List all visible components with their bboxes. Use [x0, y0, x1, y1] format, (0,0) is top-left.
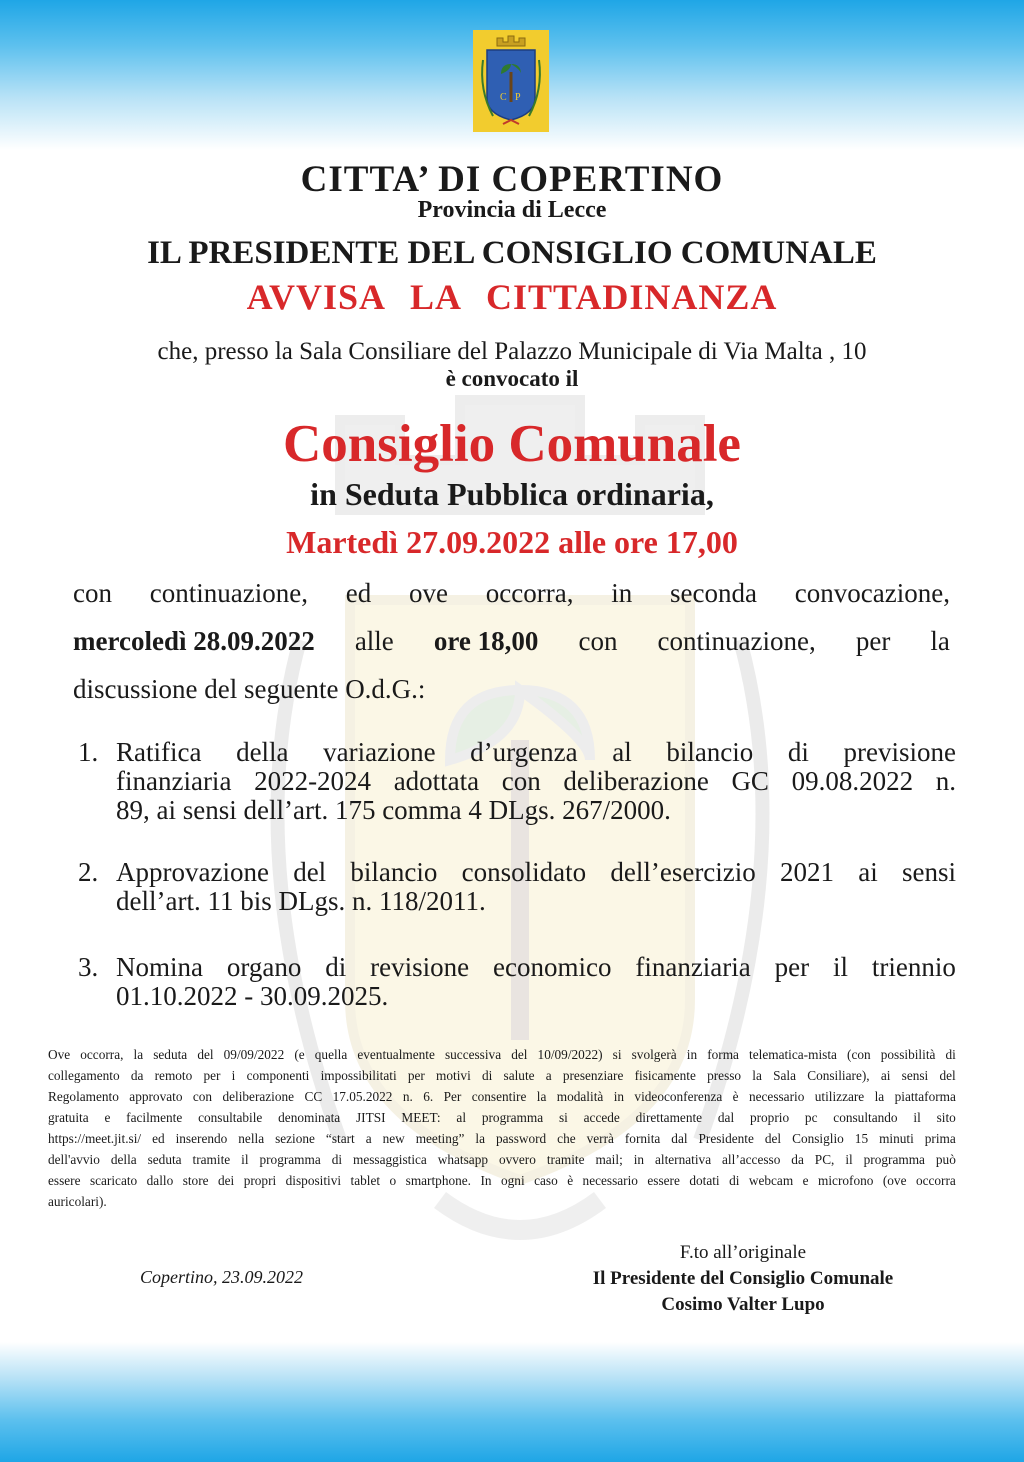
- place-date: Copertino, 23.09.2022: [140, 1267, 304, 1287]
- president-heading: IL PRESIDENTE DEL CONSIGLIO COMUNALE: [147, 235, 877, 271]
- agenda-item-line: Ratifica della variazione d’urgenza al bilancio di previsione: [116, 737, 956, 767]
- note-line: essere scaricato dallo store dei propri dispositivi tablet o smartphone. In ogni caso è necessario essere dotati di webcam e microfono (ove occorra: [48, 1173, 956, 1188]
- note-line: Ove occorra, la seduta del 09/09/2022 (e quella eventualmente successiva del 10/09/2022) si svolgerà in forma telematica-mista (con possibilità di: [48, 1047, 956, 1062]
- continuation-line-2-word: con: [578, 626, 618, 656]
- continuation-line-1-word: convocazione,: [794, 578, 950, 608]
- note-line: gratuita e facilmente consultabile denominata JITSI MEET: al programma si accede direttamente dal proprio pc consultando il sito: [48, 1110, 956, 1125]
- signed-original: F.to all’originale: [679, 1242, 807, 1263]
- note-line: auricolari).: [48, 1194, 107, 1209]
- signer-role: Il Presidente del Consiglio Comunale: [592, 1268, 894, 1289]
- continuation-line-2-word: continuazione,: [657, 626, 816, 656]
- agenda-item-line: dell’art. 11 bis DLgs. n. 118/2011.: [116, 886, 486, 916]
- agenda-item-number: 2.: [78, 857, 99, 887]
- province-subtitle: Provincia di Lecce: [417, 197, 607, 223]
- notice-heading: AVVISA LA CITTADINANZA: [246, 277, 778, 317]
- videoconference-note: [48, 1044, 956, 1212]
- session-type: in Seduta Pubblica ordinaria,: [310, 476, 714, 512]
- convened-text: è convocato il: [445, 366, 579, 391]
- agenda-item-line: 01.10.2022 - 30.09.2025.: [116, 981, 389, 1011]
- note-line: collegamento da remoto per i componenti impossibilitati per motivi di salute a presenziare fisicamente presso la Sala Consiliare), ai sensi del: [48, 1068, 956, 1083]
- continuation-line-1-word: ed: [345, 578, 372, 608]
- continuation-paragraph: [73, 569, 950, 713]
- meeting-date-time: Martedì 27.09.2022 alle ore 17,00: [286, 524, 738, 560]
- second-time: ore 18,00: [433, 626, 539, 656]
- continuation-line-3: discussione del seguente O.d.G.:: [73, 674, 426, 704]
- continuation-line-2-word: per: [855, 626, 891, 656]
- agenda-item-line: Nomina organo di revisione economico finanziaria per il triennio: [116, 952, 956, 982]
- continuation-line-1-word: continuazione,: [149, 578, 308, 608]
- agenda-item-number: 3.: [78, 952, 99, 982]
- word-alle: alle: [354, 626, 394, 656]
- location-text: che, presso la Sala Consiliare del Palazzo Municipale di Via Malta , 10: [157, 338, 867, 365]
- continuation-line-2: [73, 617, 950, 665]
- meeting-title: Consiglio Comunale: [283, 415, 741, 473]
- city-title: CITTA’ DI COPERTINO: [300, 159, 724, 200]
- continuation-line-1-word: seconda: [670, 578, 758, 608]
- note-line: https://meet.jit.si/ ed inserendo nella sezione “start a new meeting” la password che verrà fornita dal Presidente del Consiglio 15 minuti prima: [48, 1131, 956, 1146]
- second-date: mercoledì 28.09.2022: [73, 626, 315, 656]
- continuation-line-1-word: ove: [409, 578, 448, 608]
- coat-of-arms-icon: [473, 30, 549, 132]
- bottom-blue-band: [0, 1342, 1024, 1462]
- continuation-line-1-word: con: [73, 578, 112, 608]
- signature-block: [543, 1240, 943, 1318]
- agenda-item-number: 1.: [78, 737, 99, 767]
- continuation-line-1: [73, 569, 950, 617]
- emblem-letter-p: P: [515, 92, 521, 103]
- agenda-item-line: Approvazione del bilancio consolidato dell’esercizio 2021 ai sensi: [116, 857, 956, 887]
- agenda-item-line: finanziaria 2022-2024 adottata con deliberazione GC 09.08.2022 n.: [116, 766, 956, 796]
- note-line: dell'avvio della seduta tramite il programma di messaggistica whatsapp ovvero tramite mail; in alternativa all’accesso da PC, il programma può: [48, 1152, 956, 1167]
- continuation-line-2-word: la: [930, 626, 950, 656]
- continuation-line-1-word: occorra,: [485, 578, 574, 608]
- note-line: Regolamento approvato con deliberazione CC 17.05.2022 n. 6. Per consentire la modalità in videoconferenza è necessario utilizzare la piattaforma: [48, 1089, 956, 1104]
- continuation-line-1-word: in: [611, 578, 633, 608]
- agenda-item-line: 89, ai sensi dell’art. 175 comma 4 DLgs. 267/2000.: [116, 795, 671, 825]
- signer-name: Cosimo Valter Lupo: [661, 1294, 825, 1315]
- emblem-letter-c: C: [500, 92, 507, 103]
